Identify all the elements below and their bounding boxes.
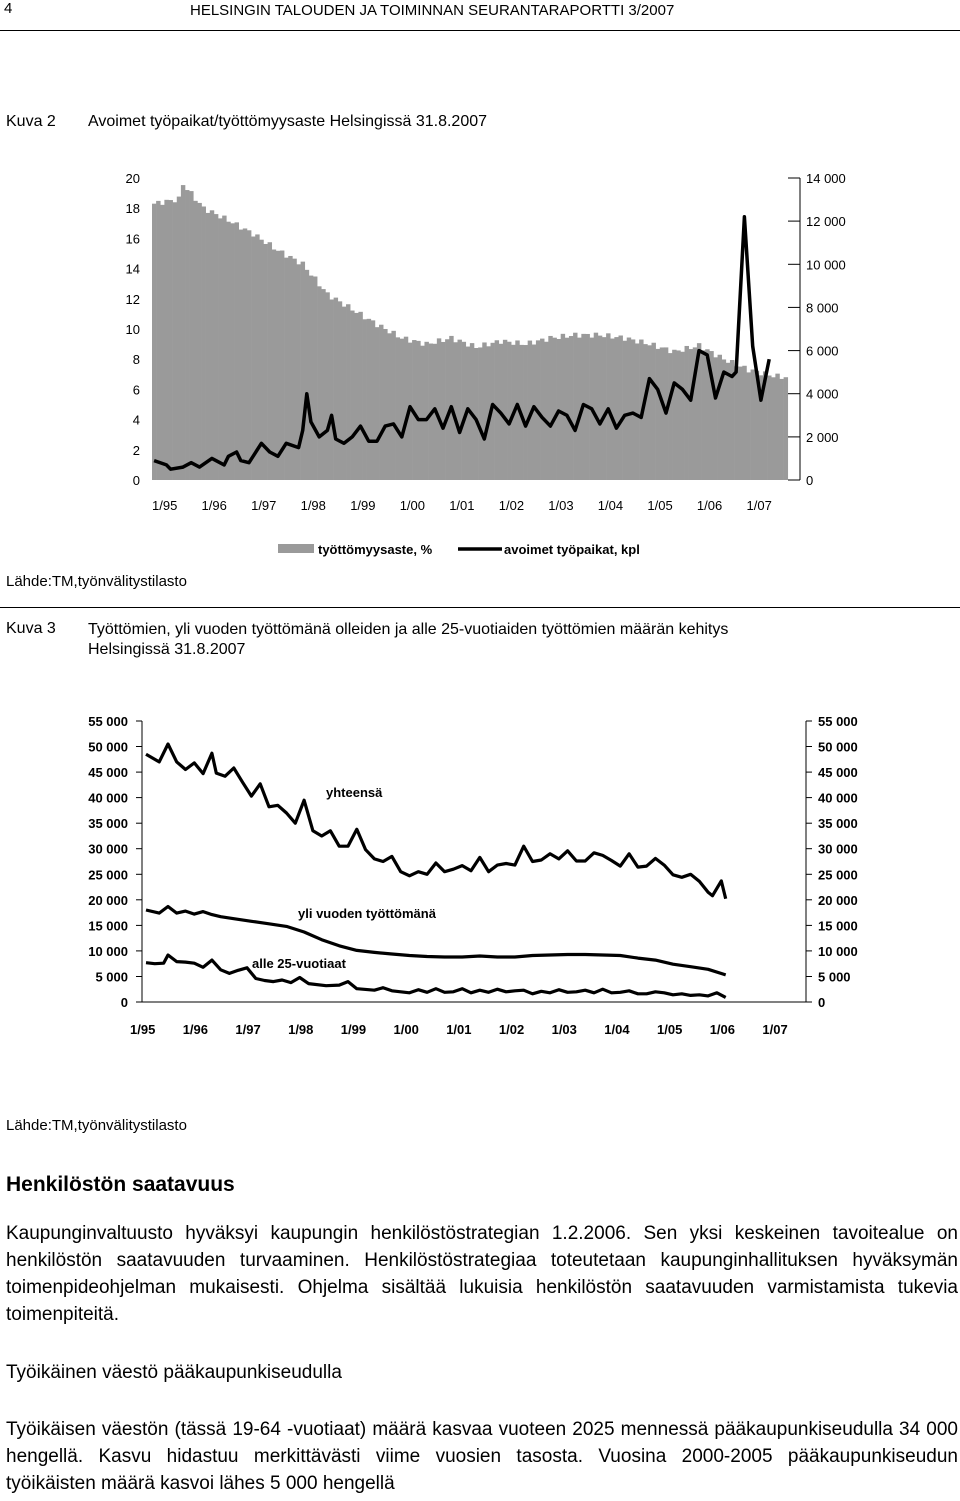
unemployment-bar	[606, 333, 610, 480]
unemployment-bar	[734, 366, 738, 480]
right-tick-label: 45 000	[818, 765, 858, 781]
unemployment-bar	[680, 352, 684, 480]
x-tick-label: 1/98	[300, 498, 326, 513]
unemployment-bar	[321, 289, 325, 480]
figure3-title: Työttömien, yli vuoden työttömänä olleiden ja alle 25-vuotiaiden työttömien määrän kehitys Helsingissä 31.8.2007	[88, 621, 729, 658]
legend-line-label: avoimet työpaikat, kpl	[504, 542, 640, 557]
left-tick-label: 30 000	[88, 841, 128, 857]
unemployment-bar	[367, 319, 371, 480]
unemployment-bar	[152, 204, 156, 480]
unemployment-bar	[181, 185, 185, 480]
x-tick-label: 1/05	[647, 498, 673, 513]
unemployment-bar	[685, 346, 689, 480]
x-tick-label: 1/06	[709, 1022, 736, 1037]
unemployment-bar	[330, 300, 334, 481]
unemployment-bar	[742, 366, 746, 480]
total-line	[146, 744, 726, 899]
unemployment-bar	[775, 374, 779, 480]
unemployment-bar	[387, 333, 391, 480]
unemployment-bar	[379, 325, 383, 480]
unemployment-bar	[177, 197, 181, 480]
figure3-source: Lähde:TM,työnvälitystilasto	[6, 1117, 187, 1134]
left-tick-label: 0	[120, 995, 128, 1010]
unemployment-bar	[160, 205, 164, 480]
unemployment-bar	[718, 355, 722, 480]
unemployment-bar	[623, 341, 627, 480]
left-tick-label: 55 000	[88, 714, 128, 729]
x-tick-label: 1/01	[446, 1022, 472, 1037]
unemployment-bar	[350, 311, 354, 480]
left-tick-label: 14	[125, 261, 140, 277]
left-tick-label: 18	[125, 201, 140, 217]
unemployment-bar	[457, 340, 461, 480]
subheading-working-age: Työikäinen väestö pääkaupunkiseudulla	[6, 1362, 342, 1383]
unemployment-bar	[676, 350, 680, 480]
left-tick-label: 15 000	[88, 918, 128, 934]
right-tick-label: 2 000	[806, 429, 839, 445]
x-tick-label: 1/98	[288, 1022, 314, 1037]
unemployment-bar	[652, 343, 656, 480]
right-axis	[788, 171, 846, 488]
right-tick-label: 10 000	[806, 257, 846, 273]
unemployment-bar	[156, 201, 160, 480]
x-tick-label: 1/06	[696, 498, 723, 513]
right-tick-label: 4 000	[806, 386, 839, 402]
unemployment-bar	[784, 377, 788, 480]
unemployment-bar	[404, 337, 408, 480]
unemployment-bar	[767, 376, 771, 480]
right-tick-label: 0	[818, 995, 826, 1010]
unemployment-bar	[524, 345, 528, 480]
unemployment-bar	[309, 276, 313, 480]
x-tick-label: 1/95	[152, 498, 178, 513]
right-tick-label: 14 000	[806, 171, 846, 186]
unemployment-bar	[573, 333, 577, 480]
right-tick-label: 5 000	[818, 969, 851, 985]
unemployment-bar	[738, 367, 742, 480]
unemployment-bar	[396, 337, 400, 480]
unemployment-bar	[239, 230, 243, 480]
unemployment-bar	[631, 339, 635, 480]
right-tick-label: 0	[806, 473, 814, 488]
unemployment-bar	[226, 222, 230, 480]
x-tick-label: 1/00	[393, 1022, 419, 1037]
unemployment-bar	[202, 207, 206, 481]
left-tick-label: 6	[132, 382, 140, 398]
unemployment-bar	[363, 319, 367, 480]
unemployment-bar	[169, 200, 173, 480]
unemployment-bar	[552, 338, 556, 480]
unemployment-bar	[660, 347, 664, 480]
unemployment-bar	[268, 242, 272, 480]
right-tick-label: 10 000	[818, 943, 858, 959]
unemployment-bar	[400, 339, 404, 480]
x-tick-label: 1/04	[597, 498, 624, 513]
left-tick-label: 25 000	[88, 867, 128, 883]
unemployment-bar	[391, 331, 395, 480]
unemployment-bar	[726, 363, 730, 480]
x-tick-label: 1/95	[130, 1022, 156, 1037]
legend-bar-swatch	[278, 544, 314, 553]
unemployment-bar	[358, 312, 362, 480]
figure2-title: Avoimet työpaikat/työttömyysaste Helsingissä 31.8.2007	[88, 113, 488, 130]
unemployment-bar	[214, 214, 218, 480]
legend-bar-label: työttömyysaste, %	[318, 542, 433, 557]
unemployment-bar	[342, 307, 346, 480]
unemployment-bar	[193, 201, 197, 480]
unemployment-bar	[251, 237, 255, 480]
unemployment-bar	[230, 223, 234, 480]
unemployment-bar	[598, 336, 602, 480]
x-tick-label: 1/96	[201, 498, 227, 513]
figure3-number: Kuva 3	[6, 620, 56, 637]
x-tick-label: 1/03	[551, 1022, 577, 1037]
right-tick-label: 55 000	[818, 714, 858, 729]
unemployment-bar	[507, 342, 511, 480]
unemployment-bar	[540, 339, 544, 480]
unemployment-bar	[243, 228, 247, 480]
unemployment-bar	[272, 250, 276, 480]
young-line	[146, 955, 726, 997]
unemployment-bar	[751, 369, 755, 480]
unemployment-bar	[647, 345, 651, 480]
unemployment-bar	[276, 251, 280, 480]
unemployment-bar	[247, 230, 251, 480]
left-tick-label: 10 000	[88, 943, 128, 959]
unemployment-bar	[437, 338, 441, 480]
x-tick-label: 1/99	[340, 1022, 367, 1037]
series-label-young: alle 25-vuotiaat	[252, 956, 346, 971]
right-tick-label: 8 000	[806, 300, 839, 316]
x-tick-label: 1/96	[182, 1022, 209, 1037]
unemployment-bar	[565, 338, 569, 480]
unemployment-bar	[218, 218, 222, 480]
x-tick-label: 1/02	[498, 1022, 525, 1037]
unemployment-vacancies-chart	[0, 0, 960, 600]
right-tick-label: 40 000	[818, 790, 858, 806]
x-tick-label: 1/97	[235, 1022, 261, 1037]
unemployment-bar	[656, 349, 660, 480]
running-header-title: HELSINGIN TALOUDEN JA TOIMINNAN SEURANTARAPORTTI 3/2007	[190, 2, 675, 19]
unemployment-bar	[305, 270, 309, 480]
unemployment-bar	[713, 357, 717, 480]
unemployment-bar	[338, 301, 342, 480]
series-label-long-term: yli vuoden työttömänä	[298, 906, 436, 921]
unemployment-bar	[503, 340, 507, 480]
unemployment-bar	[222, 216, 226, 480]
unemployment-bar	[771, 377, 775, 480]
chart3-series-lines	[146, 744, 726, 997]
x-tick-label: 1/97	[251, 498, 277, 513]
paragraph-working-age: Työikäisen väestön (tässä 19-64 -vuotiaat) määrä kasvaa vuoteen 2025 mennessä pääkaupunkiseudulla 34 000 hengellä. Kasvu hidastuu merkittävästi viime vuosien tasosta. Vuosina 2000-2005 pääkaupunkiseudun työikäisten määrä kasvoi lähes 5 000 hengellä	[6, 1419, 958, 1494]
x-tick-label: 1/05	[657, 1022, 683, 1037]
paragraph-strategy: Kaupunginvaltuusto hyväksyi kaupungin henkilöstöstrategian 1.2.2006. Sen yksi keskeinen tavoitealue on henkilöstön saatavuuden turvaaminen. Henkilöstöstrategiaa toteutetaan kaupunginhallituksen hyväksymän toimenpideohjelman mukaisesti. Ohjelma sisältää lukuisia henkilöstön saatavuuden varmistamista tukevia toimenpiteitä.	[6, 1223, 958, 1325]
x-tick-label: 1/00	[399, 498, 426, 513]
unemployment-bar	[301, 262, 305, 480]
unemployment-bar	[478, 347, 482, 480]
unemployment-bar	[325, 292, 329, 480]
unemployment-bar	[474, 348, 478, 480]
figure2-source: Lähde:TM,työnvälitystilasto	[6, 573, 187, 590]
left-tick-label: 16	[125, 231, 140, 247]
right-tick-label: 12 000	[806, 214, 846, 230]
unemployment-bar	[189, 191, 193, 480]
left-tick-label: 8	[132, 352, 140, 368]
x-axis-ticks	[152, 498, 772, 513]
unemployment-bar	[614, 337, 618, 480]
unemployment-bar	[672, 350, 676, 480]
unemployment-bar	[375, 327, 379, 480]
right-tick-label: 35 000	[818, 816, 858, 832]
unemployment-bar	[602, 337, 606, 480]
unemployment-bar	[206, 213, 210, 480]
left-axis-ticks	[126, 171, 140, 488]
section-heading: Henkilöstön saatavuus	[6, 1173, 235, 1196]
x-tick-label: 1/07	[762, 1022, 788, 1037]
right-tick-label: 15 000	[818, 918, 858, 934]
unemployed-groups-chart	[0, 690, 960, 1090]
unemployment-bar	[164, 200, 168, 480]
unemployment-bar	[701, 350, 705, 480]
left-tick-label: 0	[132, 473, 140, 488]
right-tick-label: 30 000	[818, 841, 858, 857]
unemployment-bar	[416, 341, 420, 480]
unemployment-bar	[635, 343, 639, 480]
right-tick-label: 50 000	[818, 739, 858, 755]
x-tick-label: 1/02	[498, 498, 525, 513]
left-tick-label: 45 000	[88, 765, 128, 781]
unemployment-bar	[173, 202, 177, 480]
unemployment-bar	[197, 203, 201, 480]
x-tick-label: 1/03	[548, 498, 574, 513]
unemployment-bar	[354, 313, 358, 480]
left-tick-label: 50 000	[88, 739, 128, 755]
left-tick-label: 4	[132, 412, 140, 428]
unemployment-bar	[627, 338, 631, 480]
x-tick-label: 1/99	[350, 498, 376, 513]
left-tick-label: 2	[132, 442, 140, 458]
unemployment-bar	[689, 349, 693, 480]
unemployment-bar	[235, 222, 239, 480]
unemployment-bar	[610, 339, 614, 480]
unemployment-bar	[482, 342, 486, 480]
figure2-number: Kuva 2	[6, 113, 56, 130]
right-tick-label: 20 000	[818, 892, 858, 908]
unemployment-bar	[569, 336, 573, 480]
right-tick-label: 25 000	[818, 867, 858, 883]
unemployment-rate-bars	[152, 185, 788, 480]
unemployment-bar	[668, 353, 672, 480]
unemployment-bar	[255, 234, 259, 480]
unemployment-bar	[561, 334, 565, 480]
unemployment-bar	[185, 190, 189, 480]
unemployment-bar	[383, 329, 387, 480]
chart3-axes	[88, 714, 858, 1037]
left-tick-label: 35 000	[88, 816, 128, 832]
left-tick-label: 12	[125, 291, 140, 307]
unemployment-bar	[420, 346, 424, 480]
left-tick-label: 20 000	[88, 892, 128, 908]
unemployment-bar	[317, 286, 321, 480]
unemployment-bar	[441, 342, 445, 480]
unemployment-bar	[548, 336, 552, 480]
unemployment-bar	[779, 379, 783, 480]
unemployment-bar	[346, 304, 350, 480]
figure-divider	[0, 607, 960, 608]
x-tick-label: 1/07	[746, 498, 772, 513]
unemployment-bar	[618, 336, 622, 480]
series-label-total: yhteensä	[326, 785, 383, 800]
left-tick-label: 10	[125, 322, 140, 337]
unemployment-bar	[544, 342, 548, 480]
unemployment-bar	[594, 333, 598, 480]
unemployment-bar	[746, 372, 750, 480]
left-tick-label: 5 000	[95, 969, 128, 985]
left-tick-label: 20	[125, 171, 140, 186]
unemployment-bar	[210, 210, 214, 480]
unemployment-bar	[371, 320, 375, 480]
x-tick-label: 1/01	[449, 498, 475, 513]
page-number: 4	[4, 0, 13, 17]
x-tick-label: 1/04	[604, 1022, 630, 1037]
unemployment-bar	[334, 298, 338, 480]
unemployment-bar	[424, 342, 428, 480]
right-tick-label: 6 000	[806, 343, 839, 359]
unemployment-bar	[313, 276, 317, 480]
left-tick-label: 40 000	[88, 790, 128, 806]
